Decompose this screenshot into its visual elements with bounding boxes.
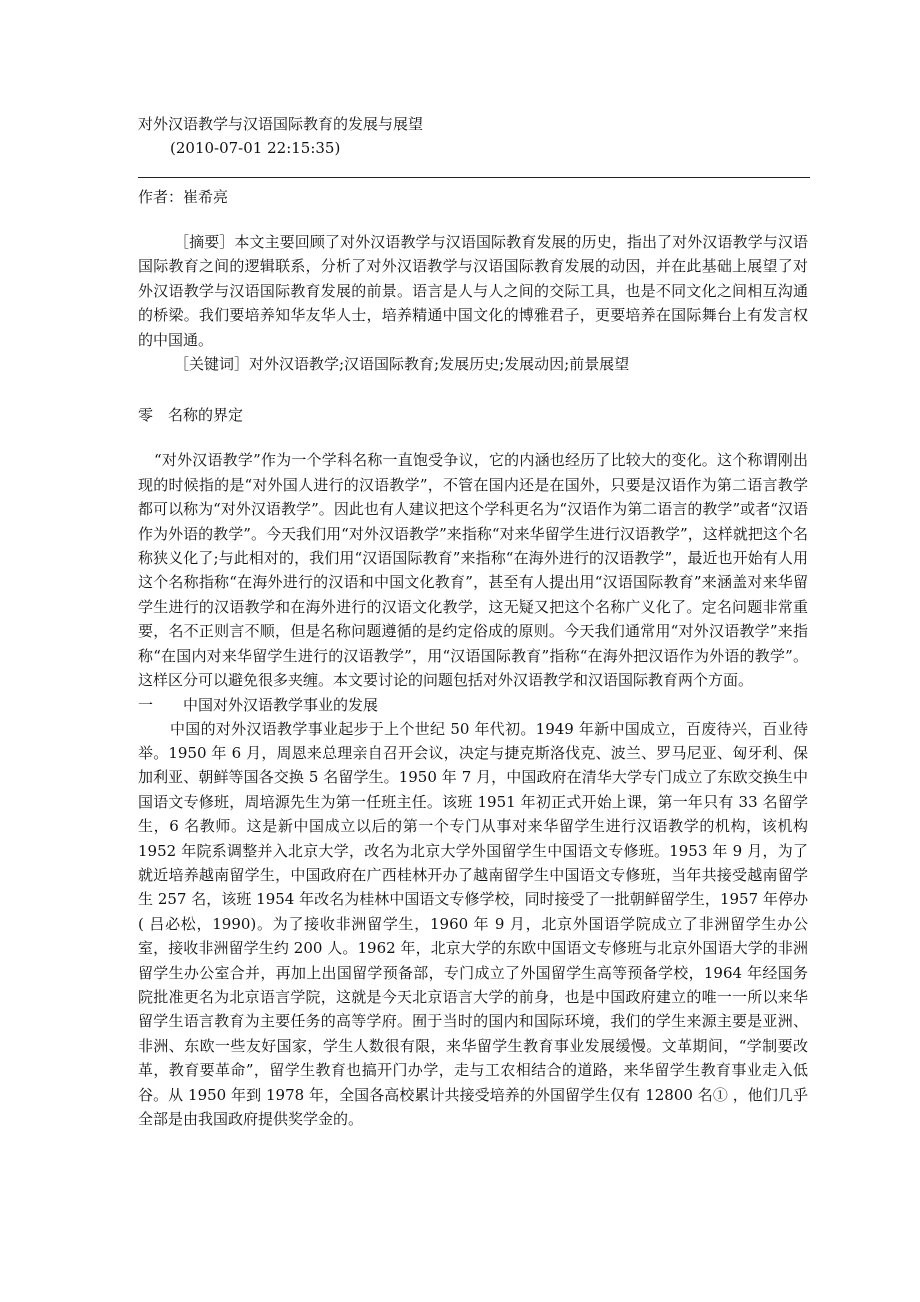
section-one-paragraph	[138, 717, 808, 1132]
section-one-heading: 一 中国对外汉语教学事业的发展	[138, 695, 379, 714]
abstract-paragraph: ［摘要］本文主要回顾了对外汉语教学与汉语国际教育发展的历史，指出了对外汉语教学与汉语国际教育之间的逻辑联系，分析了对外汉语教学与汉语国际教育发展的动因，并在此基础上展望了对外汉语教学与汉语国际教育发展的前景。语言是人与人之间的交际工具，也是不同文化之间相互沟通的桥梁。我们要培养知华友华人士，培养精通中国文化的博雅君子，更要培养在国际舞台上有发言权的中国通。	[138, 233, 808, 349]
footnote-marker[interactable]: ①	[712, 1085, 728, 1104]
section-one-paragraph-body: 中国的对外汉语教学事业起步于上个世纪 50 年代初。1949 年新中国成立，百废待兴，百业待举。1950 年 6 月，周恩来总理亲自召开会议，决定与捷克斯洛伐克、波兰、罗马尼亚、匈牙利、保加利亚、朝鲜等国各交换 5 名留学生。1950 年 7 月，中国政府在清华大学专门成立了东欧交换生中国语文专修班，周培源先生为第一任班主任。该班 1951 年初正式开始上课，第一年只有 33 名留学生，6 名教师。这是新中国成立以后的第一个专门从事对来华留学生进行汉语教学的机构，该机构 1952 年院系调整并入北京大学，改名为北京大学外国留学生中国语文专修班。1953 年 9 月，为了就近培养越南留学生，中国政府在广西桂林开办了越南留学生中国语文专修班，当年共接受越南留学生 257 名，该班 1954 年改名为桂林中国语文专修学校，同时接受了一批朝鲜留学生，1957 年停办( 吕必松，1990)。为了接收非洲留学生，1960 年 9 月，北京外国语学院成立了非洲留学生办公室，接收非洲留学生约 200 人。1962 年，北京大学的东欧中国语文专修班与北京外国语大学的非洲留学生办公室合并，再加上出国留学预备部，专门成立了外国留学生高等预备学校，1964 年经国务院批准更名为北京语言学院，这就是今天北京语言大学的前身，也是中国政府建立的唯一一所以来华留学生语言教育为主要任务的高等学府。囿于当时的国内和国际环境，我们的学生来源主要是亚洲、非洲、东欧一些友好国家，学生人数很有限，来华留学生教育事业发展缓慢。文革期间，“学制要改革，教育要革命”，留学生教育也搞开门办学，走与工农相结合的道路，来华留学生教育事业走入低谷。从 1950 年到 1978 年，全国各高校累计共接受培养的外国留学生仅有 12800 名	[138, 719, 808, 1104]
author-line: 作者：崔希亮	[138, 188, 229, 206]
publish-datetime: (2010-07-01 22:15:35)	[170, 139, 341, 157]
section-zero-heading: 零 名称的界定	[138, 406, 244, 425]
article-title: 对外汉语教学与汉语国际教育的发展与展望	[138, 115, 424, 133]
horizontal-divider	[138, 177, 810, 178]
section-one-paragraph-end: ，他们几乎全部是由我国政府提供奖学金的。	[138, 1085, 808, 1128]
section-zero-paragraph: “对外汉语教学”作为一个学科名称一直饱受争议，它的内涵也经历了比较大的变化。这个称谓刚出现的时候指的是“对外国人进行的汉语教学”，不管在国内还是在国外，只要是汉语作为第二语言教学都可以称为“对外汉语教学”。因此也有人建议把这个学科更名为“汉语作为第二语言的教学”或者“汉语作为外语的教学”。今天我们用“对外汉语教学”来指称“对来华留学生进行汉语教学”，这样就把这个名称狭义化了;与此相对的，我们用“汉语国际教育”来指称“在海外进行的汉语教学”，最近也开始有人用这个名称指称“在海外进行的汉语和中国文化教育”，甚至有人提出用“汉语国际教育”来涵盖对来华留学生进行的汉语教学和在海外进行的汉语文化教学，这无疑又把这个名称广义化了。定名问题非常重要，名不正则言不顺，但是名称问题遵循的是约定俗成的原则。今天我们通常用“对外汉语教学”来指称“在国内对来华留学生进行的汉语教学”，用“汉语国际教育”指称“在海外把汉语作为外语的教学”。这样区分可以避免很多夹缠。本文要讨论的问题包括对外汉语教学和汉语国际教育两个方面。	[138, 451, 808, 690]
document-page	[138, 112, 808, 1131]
keywords-paragraph: ［关键词］对外汉语教学;汉语国际教育;发展历史;发展动因;前景展望	[174, 355, 630, 374]
